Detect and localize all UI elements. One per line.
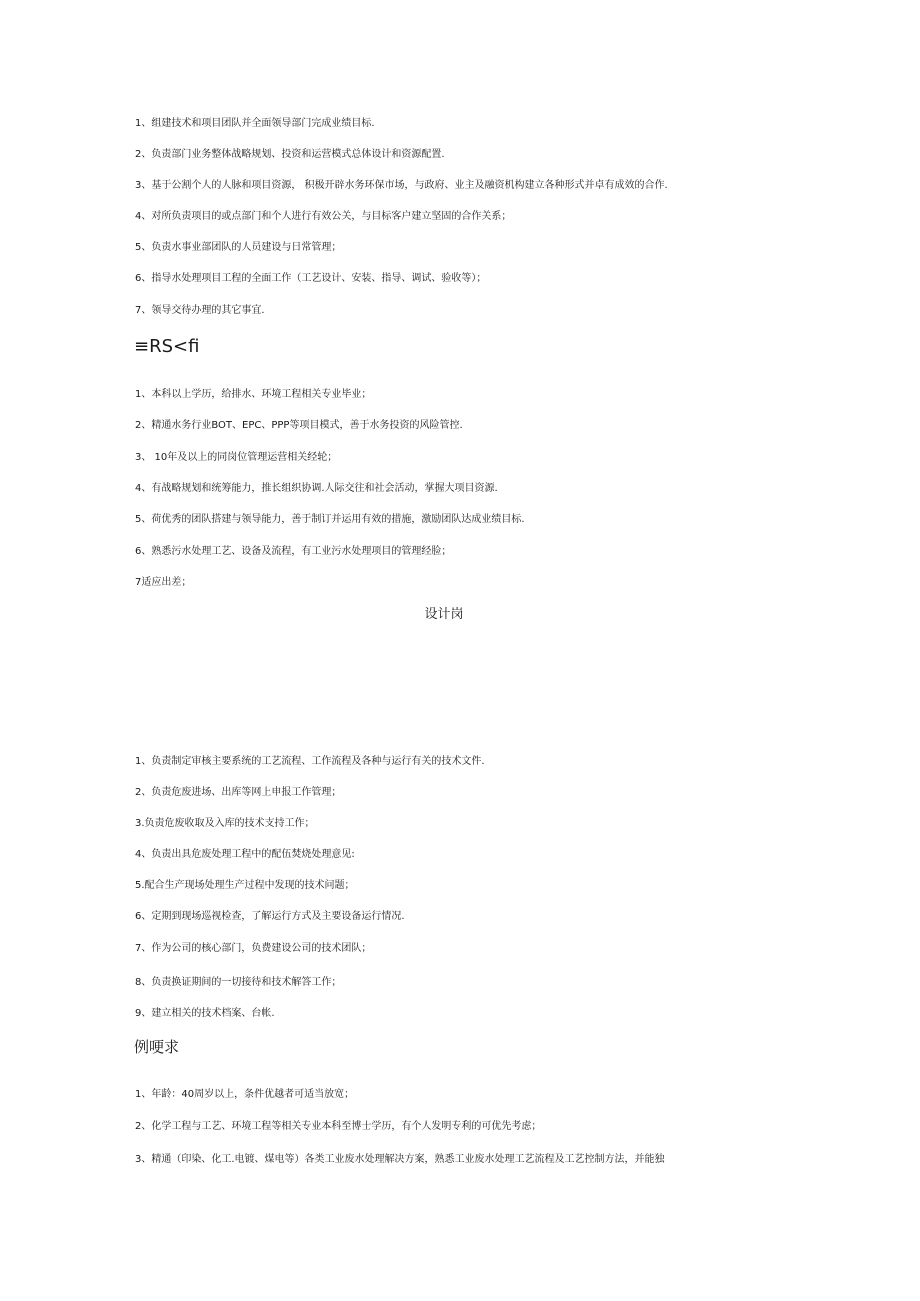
list-item: 4、有战略规划和统筹能力，推长组织协调.人际交往和社会活动，掌握大项目资源. (135, 483, 498, 494)
list-item: 4、负责出具危废处理工程中的配伍焚烧处理意见: (135, 849, 355, 860)
list-item: 3、 10年及以上的同岗位管理运营相关经轮； (135, 452, 338, 463)
list-item: 7适应出差； (135, 577, 192, 588)
list-item: 2、化学工程与工艺、环境工程等相关专业本科至博士学历，有个人发明专利的可优先考虑； (135, 1121, 542, 1132)
list-item: 6、指导水处理项目工程的全面工作（工艺设计、安装、指导、调试、验收等）； (135, 273, 487, 284)
list-item: 3、基于公割个人的人脉和项目资源， 积极开辟水务环保市场，与政府、业主及融资机构建立各种形式并卓有成效的合作. (135, 180, 668, 191)
list-item: 5.配合生产现场处理生产过程中发现的技术问题； (135, 880, 355, 891)
list-item: 3、精通（印染、化工.电镀、煤电等）各类工业废水处理解决方案，熟悉工业废水处理工艺流程及工艺控制方法，并能独 (135, 1154, 665, 1165)
list-item: 2、负责部门业务整体战略规划、投资和运营模式总体设计和资源配置. (135, 149, 445, 160)
list-item: 6、定期到现场巡视检查，了解运行方式及主要设备运行情况. (135, 911, 405, 922)
list-item: 1、年龄：40周岁以上，条件优越者可适当放宽； (135, 1089, 355, 1100)
list-item: 1、负责制定审核主要系统的工艺流程、工作流程及各种与运行有关的技术文件. (135, 756, 485, 767)
list-item: 3.负责危废收取及入库的技术支持工作； (135, 818, 315, 829)
list-item: 2、精通水务行业BOT、EPC、PPP等项目模式，善于水务投资的风险管控. (135, 420, 463, 431)
list-item: 2、负责危废进场、出库等网上申报工作管理； (135, 787, 342, 798)
section-heading: ≡RS<fi (134, 336, 200, 357)
list-item: 4、对所负责项目的或点部门和个人进行有效公关，与目标客户建立坚固的合作关系； (135, 211, 512, 222)
list-item: 9、建立相关的技术档案、台帐. (135, 1008, 275, 1019)
position-title: 设计岗 (424, 607, 464, 622)
list-item: 1、本科以上学历，给排水、环境工程相关专业毕业； (135, 389, 372, 400)
list-item: 6、熟悉污水处理工艺、设备及流程，有工业污水处理项目的管理经脸； (135, 546, 452, 557)
list-item: 1、组建技术和项目团队并全面领导部门完成业绩目标. (135, 118, 375, 129)
section-heading: 例哽求 (134, 1038, 180, 1056)
list-item: 7、领导交待办理的其它事宜. (135, 305, 265, 316)
list-item: 5、荷优秀的团队搭建与领导能力，善于制订并运用有效的措施，激励团队达成业绩目标. (135, 514, 525, 525)
list-item: 5、负责水事业部团队的人员建设与日常管理； (135, 242, 342, 253)
list-item: 8、负责换证期间的一切接待和技术解答工作； (135, 977, 342, 988)
list-item: 7、作为公司的核心部门，负费建设公司的技术团队； (135, 943, 372, 954)
